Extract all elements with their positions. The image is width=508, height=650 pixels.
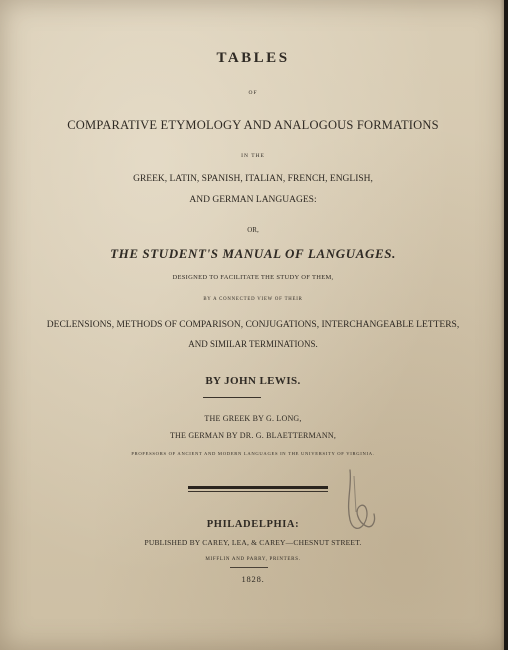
divider-short — [203, 397, 261, 398]
divider-thick — [188, 486, 328, 489]
divider-thin — [188, 491, 328, 492]
professors-line: PROFESSORS OF ANCIENT AND MODERN LANGUAGES IN THE UNIVERSITY OF VIRGINIA. — [131, 451, 375, 456]
languages-line-2: AND GERMAN LANGUAGES: — [189, 195, 317, 205]
background-edge — [504, 0, 508, 650]
of-connector: OF — [248, 90, 258, 96]
declensions-line: DECLENSIONS, METHODS OF COMPARISON, CONJUGATIONS, INTERCHANGEABLE LETTERS, — [46, 320, 460, 330]
similar-terminations-line: AND SIMILAR TERMINATIONS. — [188, 339, 318, 349]
imprint-year: 1828. — [241, 574, 265, 584]
german-contributor: THE GERMAN BY DR. G. BLAETTERMANN, — [169, 431, 337, 440]
book-title: TABLES — [216, 50, 290, 66]
pencil-mark-icon — [336, 462, 386, 542]
divider-tiny — [230, 567, 268, 568]
imprint-publisher: PUBLISHED BY CAREY, LEA, & CAREY—CHESNUT STREET. — [144, 538, 362, 547]
languages-line-1: GREEK, LATIN, SPANISH, ITALIAN, FRENCH, ENGLISH, — [133, 174, 373, 184]
in-the-connector: IN THE — [241, 153, 265, 159]
imprint-printers: MIFFLIN AND PARRY, PRINTERS. — [205, 557, 301, 562]
or-connector: OR, — [247, 226, 259, 234]
alternate-title: THE STUDENT'S MANUAL OF LANGUAGES. — [110, 246, 396, 261]
connected-view-line: BY A CONNECTED VIEW OF THEIR — [203, 297, 303, 302]
designed-line: DESIGNED TO FACILITATE THE STUDY OF THEM, — [172, 274, 334, 281]
greek-contributor: THE GREEK BY G. LONG, — [204, 414, 302, 423]
author-line: BY JOHN LEWIS. — [205, 375, 301, 387]
book-subject: COMPARATIVE ETYMOLOGY AND ANALOGOUS FORMATIONS — [67, 118, 439, 132]
imprint-place: PHILADELPHIA: — [206, 519, 300, 530]
